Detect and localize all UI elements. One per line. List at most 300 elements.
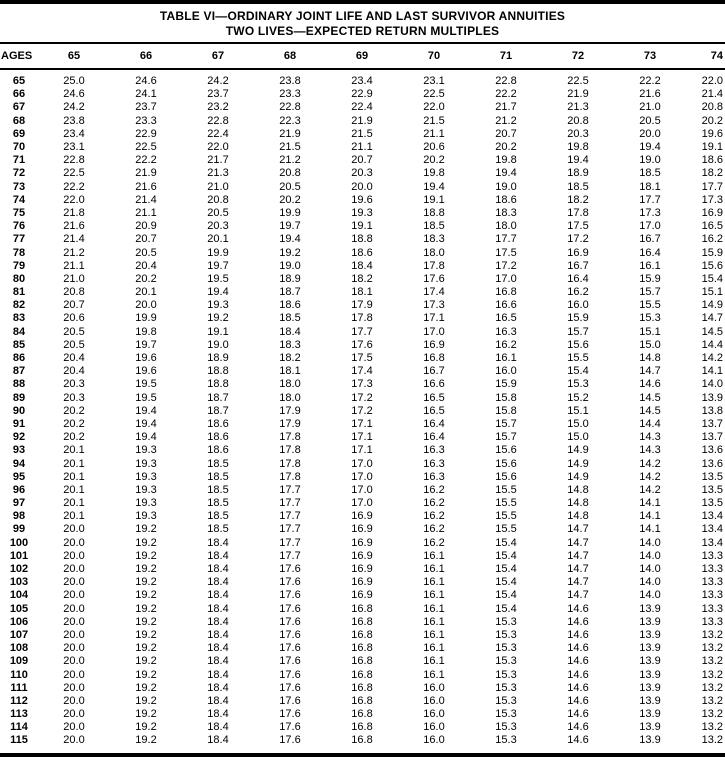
multiple-value-cell: 18.8 (207, 378, 229, 391)
multiple-value-cell: 21.0 (207, 180, 229, 193)
multiple-value-cell: 17.7 (279, 523, 301, 536)
multiple-value-cell: 20.0 (63, 536, 85, 549)
multiple-value-cell: 15.5 (495, 483, 517, 496)
multiple-value-cell: 18.9 (567, 167, 589, 180)
table-row (0, 141, 725, 154)
multiple-value-cell: 14.1 (639, 497, 661, 510)
multiple-value-cell: 16.1 (423, 668, 445, 681)
multiple-value-cell: 13.5 (701, 497, 723, 510)
multiple-value-cell: 20.8 (279, 167, 301, 180)
age-cell: 96 (12, 483, 26, 496)
table-row (0, 708, 725, 721)
age-cell: 105 (9, 602, 29, 615)
multiple-value-cell: 17.4 (423, 286, 445, 299)
multiple-value-cell: 15.0 (567, 417, 589, 430)
multiple-value-cell: 15.9 (639, 272, 661, 285)
multiple-value-cell: 20.5 (279, 180, 301, 193)
multiple-value-cell: 15.4 (495, 563, 517, 576)
multiple-value-cell: 20.2 (701, 114, 723, 127)
table-row (0, 339, 725, 352)
table-row (0, 629, 725, 642)
age-cell: 73 (12, 180, 26, 193)
multiple-value-cell: 15.6 (567, 338, 589, 351)
multiple-value-cell: 13.7 (701, 417, 723, 430)
multiple-value-cell: 17.7 (279, 510, 301, 523)
multiple-value-cell: 15.6 (495, 457, 517, 470)
multiple-value-cell: 20.0 (63, 628, 85, 641)
multiple-value-cell: 15.9 (495, 378, 517, 391)
multiple-value-cell: 20.2 (63, 431, 85, 444)
multiple-value-cell: 16.3 (423, 470, 445, 483)
multiple-value-cell: 22.9 (135, 127, 157, 140)
table-row (0, 286, 725, 299)
multiple-value-cell: 19.2 (135, 628, 157, 641)
multiple-value-cell: 21.6 (639, 88, 661, 101)
multiple-value-cell: 24.6 (63, 88, 85, 101)
multiple-value-cell: 20.5 (135, 246, 157, 259)
multiple-value-cell: 19.3 (135, 444, 157, 457)
multiple-value-cell: 16.8 (351, 694, 373, 707)
age-cell: 86 (12, 352, 26, 365)
table-row (0, 523, 725, 536)
multiple-value-cell: 24.6 (135, 75, 157, 88)
multiple-value-cell: 13.3 (701, 549, 723, 562)
multiple-value-cell: 16.2 (423, 497, 445, 510)
multiple-value-cell: 18.5 (639, 167, 661, 180)
multiple-value-cell: 21.2 (63, 246, 85, 259)
multiple-value-cell: 14.8 (567, 483, 589, 496)
multiple-value-cell: 15.4 (495, 589, 517, 602)
multiple-value-cell: 23.3 (279, 88, 301, 101)
multiple-value-cell: 23.3 (135, 114, 157, 127)
multiple-value-cell: 22.2 (135, 154, 157, 167)
multiple-value-cell: 18.4 (207, 536, 229, 549)
multiple-value-cell: 14.0 (639, 536, 661, 549)
table-row (0, 378, 725, 391)
multiple-value-cell: 23.1 (423, 75, 445, 88)
multiple-value-cell: 16.8 (351, 721, 373, 734)
multiple-value-cell: 18.4 (207, 642, 229, 655)
multiple-value-cell: 16.9 (351, 549, 373, 562)
table-row (0, 101, 725, 114)
multiple-value-cell: 19.2 (135, 576, 157, 589)
multiple-value-cell: 15.3 (495, 642, 517, 655)
multiple-value-cell: 19.2 (135, 615, 157, 628)
multiple-value-cell: 21.1 (135, 206, 157, 219)
multiple-value-cell: 15.3 (495, 721, 517, 734)
multiple-value-cell: 15.7 (639, 286, 661, 299)
multiple-value-cell: 13.7 (701, 431, 723, 444)
multiple-value-cell: 18.5 (207, 497, 229, 510)
multiple-value-cell: 16.1 (423, 628, 445, 641)
multiple-value-cell: 19.9 (279, 206, 301, 219)
multiple-value-cell: 20.1 (63, 497, 85, 510)
multiple-value-cell: 14.2 (639, 470, 661, 483)
multiple-value-cell: 15.1 (701, 286, 723, 299)
multiple-value-cell: 16.9 (351, 523, 373, 536)
multiple-value-cell: 19.5 (135, 391, 157, 404)
multiple-value-cell: 17.6 (279, 668, 301, 681)
multiple-value-cell: 13.9 (639, 681, 661, 694)
age-cell: 99 (12, 523, 26, 536)
multiple-value-cell: 17.6 (279, 642, 301, 655)
multiple-value-cell: 18.4 (207, 668, 229, 681)
multiple-value-cell: 19.3 (351, 206, 373, 219)
multiple-value-cell: 17.3 (639, 206, 661, 219)
multiple-value-cell: 14.6 (567, 694, 589, 707)
multiple-value-cell: 18.5 (207, 457, 229, 470)
multiple-value-cell: 18.4 (207, 563, 229, 576)
multiple-value-cell: 20.0 (63, 721, 85, 734)
multiple-value-cell: 17.6 (279, 655, 301, 668)
multiple-value-cell: 17.9 (279, 417, 301, 430)
multiple-value-cell: 19.5 (207, 272, 229, 285)
multiple-value-cell: 17.8 (567, 206, 589, 219)
multiple-value-cell: 19.3 (135, 470, 157, 483)
multiple-value-cell: 14.3 (639, 431, 661, 444)
multiple-value-cell: 19.4 (567, 154, 589, 167)
table-row (0, 326, 725, 339)
multiple-value-cell: 22.3 (279, 114, 301, 127)
multiple-value-cell: 19.4 (279, 233, 301, 246)
table-row (0, 655, 725, 668)
multiple-value-cell: 19.4 (639, 141, 661, 154)
multiple-value-cell: 20.3 (63, 378, 85, 391)
multiple-value-cell: 19.8 (495, 154, 517, 167)
age-cell: 70 (12, 141, 26, 154)
multiple-value-cell: 14.7 (567, 576, 589, 589)
multiple-value-cell: 18.4 (207, 602, 229, 615)
table-row (0, 418, 725, 431)
table-row (0, 695, 725, 708)
multiple-value-cell: 19.4 (495, 167, 517, 180)
multiple-value-cell: 20.1 (63, 457, 85, 470)
multiple-value-cell: 17.1 (423, 312, 445, 325)
age-cell: 111 (10, 681, 28, 694)
age-cell: 95 (12, 470, 26, 483)
multiple-value-cell: 18.4 (207, 589, 229, 602)
multiple-value-cell: 13.2 (701, 642, 723, 655)
multiple-value-cell: 18.2 (279, 352, 301, 365)
multiple-value-cell: 21.5 (351, 127, 373, 140)
multiple-value-cell: 14.5 (701, 325, 723, 338)
multiple-value-cell: 18.5 (207, 523, 229, 536)
multiple-value-cell: 14.7 (567, 536, 589, 549)
table-title-line1: TABLE VI—ORDINARY JOINT LIFE AND LAST SURVIVOR ANNUITIES (159, 9, 566, 23)
multiple-value-cell: 20.8 (207, 193, 229, 206)
multiple-value-cell: 13.2 (701, 721, 723, 734)
table-row (0, 154, 725, 167)
multiple-value-cell: 16.8 (351, 642, 373, 655)
multiple-value-cell: 18.2 (351, 272, 373, 285)
multiple-value-cell: 14.4 (639, 417, 661, 430)
age-cell: 81 (12, 286, 26, 299)
multiple-value-cell: 19.2 (135, 589, 157, 602)
multiple-value-cell: 18.7 (279, 286, 301, 299)
multiple-value-cell: 18.4 (207, 721, 229, 734)
multiple-value-cell: 18.0 (279, 391, 301, 404)
multiple-value-cell: 18.6 (207, 417, 229, 430)
column-header-age-72: 72 (542, 43, 614, 69)
multiple-value-cell: 18.7 (207, 391, 229, 404)
multiple-value-cell: 14.0 (639, 576, 661, 589)
table-row (0, 115, 725, 128)
age-cell: 72 (12, 167, 26, 180)
multiple-value-cell: 16.1 (423, 655, 445, 668)
table-row (0, 365, 725, 378)
multiple-value-cell: 17.5 (567, 220, 589, 233)
multiple-value-cell: 13.3 (701, 563, 723, 576)
table-title (0, 4, 725, 42)
multiple-value-cell: 15.1 (567, 404, 589, 417)
multiple-value-cell: 19.3 (135, 483, 157, 496)
multiple-value-cell: 13.2 (701, 708, 723, 721)
table-row (0, 88, 725, 101)
multiple-value-cell: 16.9 (351, 589, 373, 602)
multiple-value-cell: 14.6 (567, 721, 589, 734)
multiple-value-cell: 14.2 (639, 457, 661, 470)
multiple-value-cell: 17.6 (279, 602, 301, 615)
multiple-value-cell: 17.7 (701, 180, 723, 193)
multiple-value-cell: 17.6 (279, 734, 301, 747)
multiple-value-cell: 16.4 (423, 417, 445, 430)
multiple-value-cell: 19.1 (701, 141, 723, 154)
multiple-value-cell: 21.6 (135, 180, 157, 193)
multiple-value-cell: 19.2 (135, 563, 157, 576)
multiple-value-cell: 13.2 (701, 734, 723, 747)
age-cell: 115 (10, 734, 28, 747)
multiple-value-cell: 16.4 (639, 246, 661, 259)
multiple-value-cell: 17.3 (701, 193, 723, 206)
multiple-value-cell: 16.3 (495, 325, 517, 338)
table-row (0, 550, 725, 563)
multiple-value-cell: 19.4 (423, 180, 445, 193)
multiple-value-cell: 17.7 (279, 497, 301, 510)
multiple-value-cell: 22.2 (495, 88, 517, 101)
age-cell: 97 (12, 497, 26, 510)
multiple-value-cell: 21.5 (423, 114, 445, 127)
multiple-value-cell: 15.9 (567, 312, 589, 325)
multiple-value-cell: 22.8 (495, 75, 517, 88)
multiple-value-cell: 16.1 (639, 259, 661, 272)
multiple-value-cell: 22.4 (207, 127, 229, 140)
multiple-value-cell: 20.4 (135, 259, 157, 272)
multiple-value-cell: 13.5 (701, 470, 723, 483)
multiple-value-cell: 19.4 (135, 404, 157, 417)
multiple-value-cell: 20.7 (495, 127, 517, 140)
multiple-value-cell: 14.6 (567, 655, 589, 668)
multiple-value-cell: 20.9 (135, 220, 157, 233)
multiple-value-cell: 16.1 (423, 563, 445, 576)
multiple-value-cell: 15.7 (567, 325, 589, 338)
multiple-value-cell: 15.5 (495, 497, 517, 510)
multiple-value-cell: 15.0 (639, 338, 661, 351)
multiple-value-cell: 18.4 (207, 628, 229, 641)
table-row (0, 207, 725, 220)
multiple-value-cell: 20.0 (63, 549, 85, 562)
multiple-value-cell: 17.2 (351, 391, 373, 404)
multiple-value-cell: 13.4 (701, 536, 723, 549)
multiple-value-cell: 18.4 (207, 694, 229, 707)
age-cell: 66 (12, 88, 26, 101)
multiple-value-cell: 20.0 (63, 589, 85, 602)
table-row (0, 510, 725, 523)
multiple-value-cell: 23.8 (279, 75, 301, 88)
multiple-value-cell: 13.5 (701, 483, 723, 496)
table-row (0, 721, 725, 734)
multiple-value-cell: 19.9 (207, 246, 229, 259)
multiple-value-cell: 19.0 (279, 259, 301, 272)
multiple-value-cell: 22.8 (63, 154, 85, 167)
multiple-value-cell: 15.7 (495, 431, 517, 444)
multiple-value-cell: 16.8 (423, 352, 445, 365)
multiple-value-cell: 18.5 (207, 470, 229, 483)
multiple-value-cell: 17.3 (351, 378, 373, 391)
multiple-value-cell: 15.5 (567, 352, 589, 365)
multiple-value-cell: 17.0 (639, 220, 661, 233)
multiple-value-cell: 16.5 (423, 391, 445, 404)
multiple-value-cell: 20.7 (63, 299, 85, 312)
multiple-value-cell: 15.6 (495, 444, 517, 457)
multiple-value-cell: 17.7 (351, 325, 373, 338)
multiple-value-cell: 20.3 (207, 220, 229, 233)
multiple-value-cell: 13.3 (701, 602, 723, 615)
multiple-value-cell: 18.0 (495, 220, 517, 233)
multiple-value-cell: 17.6 (279, 721, 301, 734)
multiple-value-cell: 14.9 (567, 470, 589, 483)
multiple-value-cell: 24.2 (63, 101, 85, 114)
multiple-value-cell: 23.4 (63, 127, 85, 140)
multiple-value-cell: 20.1 (63, 483, 85, 496)
multiple-value-cell: 18.8 (423, 206, 445, 219)
multiple-value-cell: 19.2 (135, 708, 157, 721)
multiple-value-cell: 19.7 (279, 220, 301, 233)
multiple-value-cell: 16.0 (567, 299, 589, 312)
multiple-value-cell: 18.0 (423, 246, 445, 259)
multiple-value-cell: 20.3 (63, 391, 85, 404)
age-cell: 80 (12, 272, 26, 285)
table-row (0, 431, 725, 444)
multiple-value-cell: 18.2 (567, 193, 589, 206)
table-title-line2: TWO LIVES—EXPECTED RETURN MULTIPLES (225, 24, 500, 38)
table-row (0, 734, 725, 747)
multiple-value-cell: 16.9 (567, 246, 589, 259)
multiple-value-cell: 16.1 (495, 352, 517, 365)
column-header-ages: AGES (0, 43, 38, 69)
multiple-value-cell: 14.1 (701, 365, 723, 378)
multiple-value-cell: 15.7 (495, 417, 517, 430)
multiple-value-cell: 16.9 (351, 576, 373, 589)
column-header-age-68: 68 (254, 43, 326, 69)
multiple-value-cell: 14.8 (639, 352, 661, 365)
multiple-value-cell: 17.5 (495, 246, 517, 259)
multiple-value-cell: 19.7 (207, 259, 229, 272)
multiple-value-cell: 20.1 (135, 286, 157, 299)
multiple-value-cell: 18.4 (207, 549, 229, 562)
multiple-value-cell: 21.2 (279, 154, 301, 167)
multiple-value-cell: 17.6 (279, 576, 301, 589)
multiple-value-cell: 16.0 (423, 721, 445, 734)
multiple-value-cell: 13.9 (639, 721, 661, 734)
multiple-value-cell: 20.0 (63, 655, 85, 668)
multiple-value-cell: 13.9 (639, 668, 661, 681)
multiple-value-cell: 13.2 (701, 668, 723, 681)
age-cell: 91 (12, 417, 26, 430)
multiple-value-cell: 13.9 (639, 615, 661, 628)
age-cell: 68 (12, 114, 26, 127)
multiple-value-cell: 16.7 (567, 259, 589, 272)
multiple-value-cell: 17.0 (423, 325, 445, 338)
multiple-value-cell: 22.0 (63, 193, 85, 206)
multiple-value-cell: 18.5 (207, 483, 229, 496)
multiple-value-cell: 21.9 (279, 127, 301, 140)
multiple-value-cell: 17.8 (351, 312, 373, 325)
multiple-value-cell: 18.9 (207, 352, 229, 365)
multiple-value-cell: 15.6 (701, 259, 723, 272)
multiple-value-cell: 19.1 (351, 220, 373, 233)
age-cell: 84 (12, 325, 26, 338)
multiple-value-cell: 20.1 (63, 470, 85, 483)
age-cell: 83 (12, 312, 26, 325)
multiple-value-cell: 15.3 (495, 615, 517, 628)
multiple-value-cell: 18.6 (207, 444, 229, 457)
age-cell: 82 (12, 299, 26, 312)
multiple-value-cell: 14.9 (567, 444, 589, 457)
multiple-value-cell: 14.1 (639, 523, 661, 536)
multiple-value-cell: 17.8 (279, 457, 301, 470)
age-cell: 71 (12, 154, 26, 167)
multiple-value-cell: 23.7 (207, 88, 229, 101)
multiple-value-cell: 17.6 (279, 589, 301, 602)
multiple-value-cell: 14.6 (567, 734, 589, 747)
multiple-value-cell: 20.2 (495, 141, 517, 154)
multiple-value-cell: 17.7 (639, 193, 661, 206)
age-cell: 65 (12, 75, 26, 88)
multiple-value-cell: 17.6 (279, 681, 301, 694)
multiple-value-cell: 20.4 (63, 365, 85, 378)
multiple-value-cell: 18.8 (351, 233, 373, 246)
multiple-value-cell: 20.0 (63, 668, 85, 681)
multiple-value-cell: 14.0 (639, 549, 661, 562)
multiple-value-cell: 17.9 (351, 299, 373, 312)
multiple-value-cell: 20.0 (135, 299, 157, 312)
multiple-value-cell: 16.1 (423, 615, 445, 628)
multiple-value-cell: 16.0 (423, 734, 445, 747)
multiple-value-cell: 16.8 (351, 681, 373, 694)
age-cell: 74 (12, 193, 26, 206)
multiple-value-cell: 18.7 (207, 404, 229, 417)
multiple-value-cell: 17.1 (351, 431, 373, 444)
multiple-value-cell: 13.6 (701, 444, 723, 457)
multiple-value-cell: 22.4 (351, 101, 373, 114)
multiple-value-cell: 19.0 (207, 338, 229, 351)
table-row (0, 246, 725, 259)
multiple-value-cell: 17.2 (351, 404, 373, 417)
table-row (0, 444, 725, 457)
multiple-value-cell: 21.4 (701, 88, 723, 101)
multiple-value-cell: 21.1 (423, 127, 445, 140)
multiple-value-cell: 20.7 (135, 233, 157, 246)
multiple-value-cell: 16.9 (351, 536, 373, 549)
multiple-value-cell: 14.6 (567, 708, 589, 721)
column-header-age-74: 74 (686, 43, 725, 69)
age-cell: 88 (12, 378, 26, 391)
multiple-value-cell: 23.8 (63, 114, 85, 127)
multiple-value-cell: 17.6 (279, 615, 301, 628)
multiple-value-cell: 15.3 (567, 378, 589, 391)
multiple-value-cell: 17.6 (423, 272, 445, 285)
multiple-value-cell: 19.0 (639, 154, 661, 167)
